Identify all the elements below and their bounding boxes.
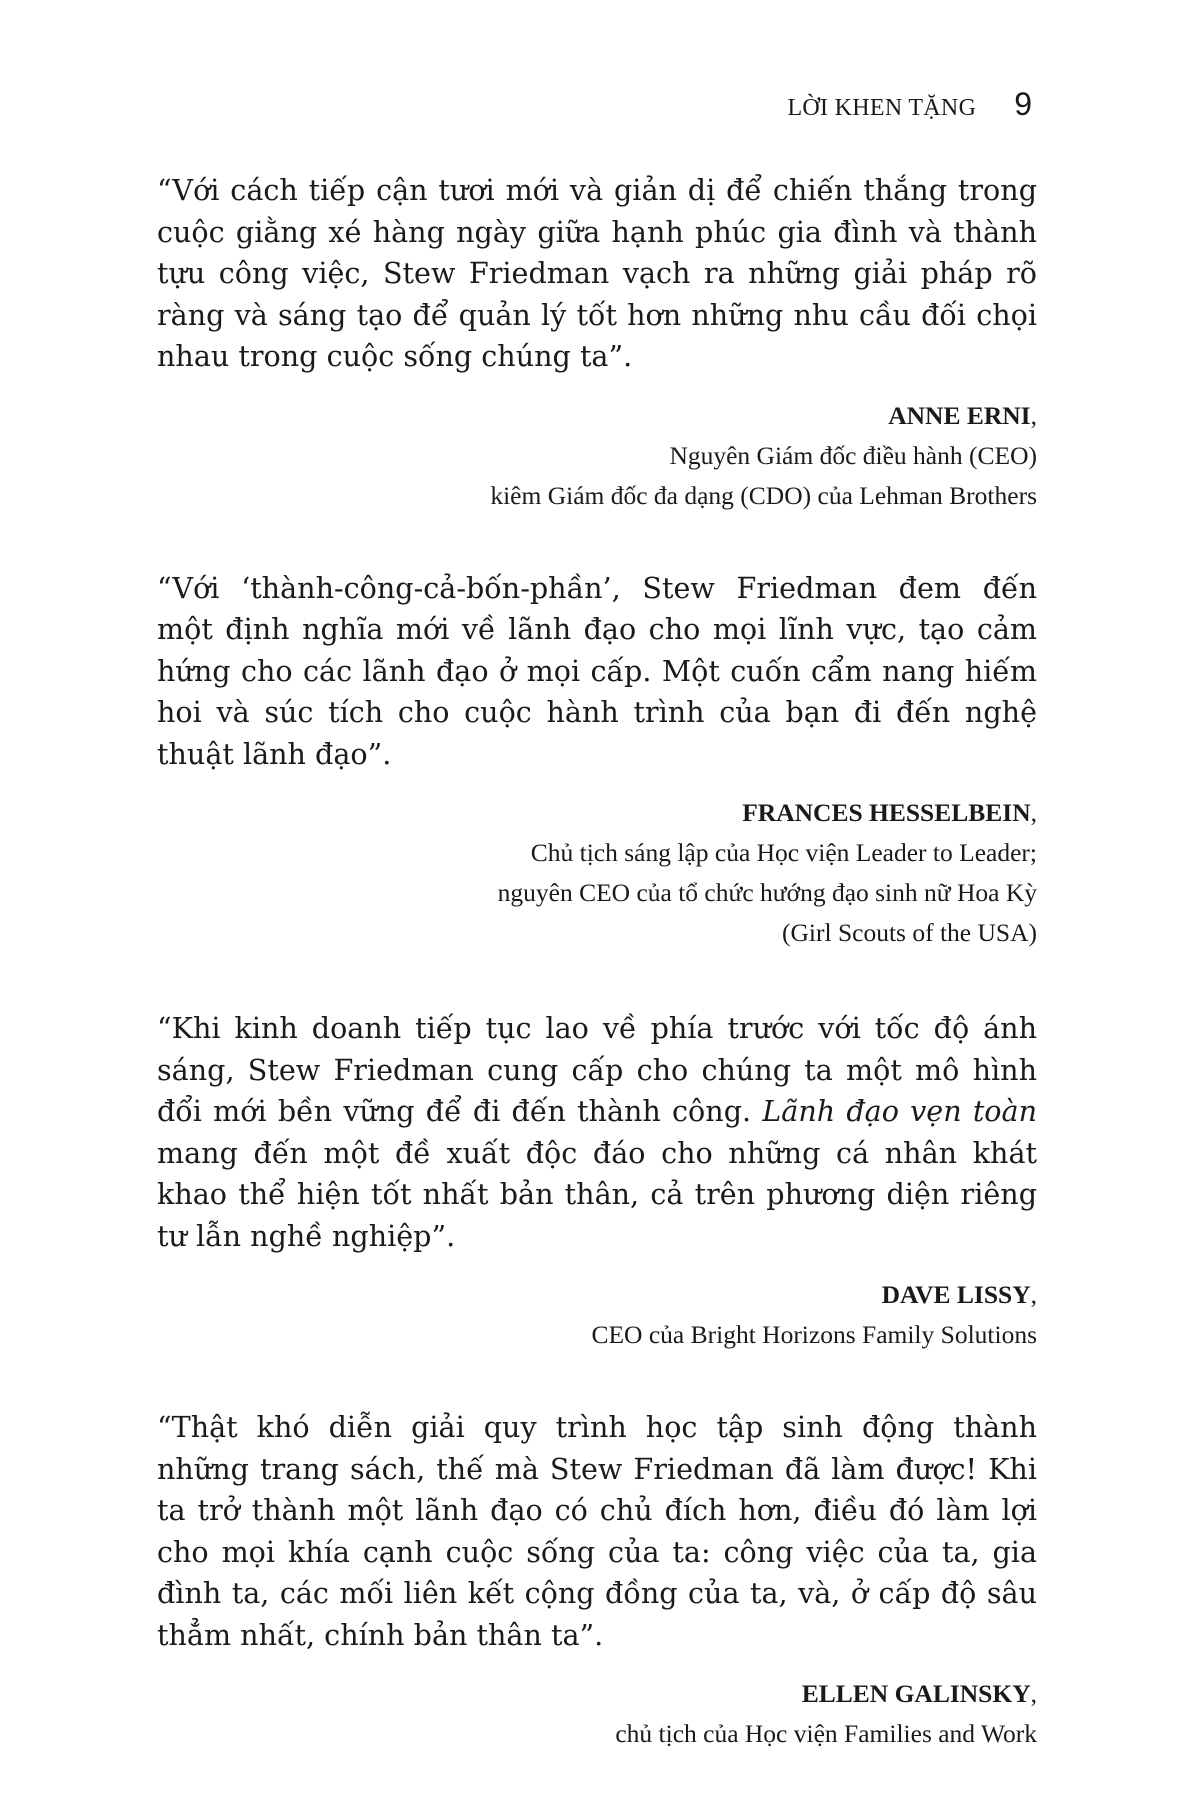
testimonial-quote: “Thật khó diễn giải quy trình học tập sinh động thành những trang sách, thế mà Stew Friedman đã làm được! Khi ta trở thành một lãnh đạo có chủ đích hơn, điều đó làm lợi cho mọi khía cạnh cuộc sống của ta: công việc của ta, gia đình ta, các mối liên kết cộng đồng của ta, và, ở cấp độ sâu thẳm nhất, chính bản thân ta”. [157,1410,1037,1652]
name-comma: , [1030,400,1037,430]
page-header [787,86,1032,123]
author-name: ELLEN GALINSKY [801,1679,1031,1708]
testimonial-attribution [157,793,1037,953]
author-title-line: CEO của Bright Horizons Family Solutions [591,1320,1037,1349]
testimonial-dave-lissy [157,1008,1037,1355]
author-title-line: (Girl Scouts of the USA) [782,918,1037,947]
testimonial-attribution [157,1674,1037,1754]
author-name: DAVE LISSY [881,1280,1031,1309]
quote-part: “Khi kinh doanh tiếp tục lao về phía trước với tốc độ ánh sáng, Stew Friedman cung cấp cho chúng ta một mô hình đổi mới bền vững để đi đến thành công. [157,1011,1037,1128]
testimonial-quote: “Với ‘thành-công-cả-bốn-phần’, Stew Friedman đem đến một định nghĩa mới về lãnh đạo cho mọi lĩnh vực, tạo cảm hứng cho các lãnh đạo ở mọi cấp. Một cuốn cẩm nang hiếm hoi và súc tích cho cuộc hành trình của bạn đi đến nghệ thuật lãnh đạo”. [157,570,1037,771]
author-name: ANNE ERNI [888,400,1031,430]
quote-part: mang đến một đề xuất độc đáo cho những cá nhân khát khao thể hiện tốt nhất bản thân, cả trên phương diện riêng tư lẫn nghề nghiệp”. [157,1135,1037,1253]
author-title-line: chủ tịch của Học viện Families and Work [615,1719,1037,1748]
running-title: LỜI KHEN TẶNG [787,95,977,121]
testimonial-ellen-galinsky [157,1407,1037,1754]
testimonial-quote: “Với cách tiếp cận tươi mới và giản dị để chiến thắng trong cuộc giằng xé hàng ngày giữa hạnh phúc gia đình và thành tựu công việc, Stew Friedman vạch ra những giải pháp rõ ràng và sáng tạo để quản lý tốt hơn những nhu cầu đối chọi nhau trong cuộc sống chúng ta”. [157,173,1037,373]
author-title-line: Chủ tịch sáng lập của Học viện Leader to Leader; [530,838,1037,867]
author-title-line: Nguyên Giám đốc điều hành (CEO) [669,440,1037,470]
testimonial-quote [157,1008,1037,1257]
testimonial-frances-hesselbein [157,568,1037,954]
name-comma: , [1030,1679,1037,1708]
testimonial-attribution [157,396,1037,516]
testimonials-list [157,170,1037,1806]
testimonial-anne-erni [157,170,1037,516]
page-number: 9 [1014,86,1032,122]
author-title-line: kiêm Giám đốc đa dạng (CDO) của Lehman Brothers [490,480,1037,510]
author-name: FRANCES HESSELBEIN [742,798,1031,827]
author-title-line: nguyên CEO của tổ chức hướng đạo sinh nữ Hoa Kỳ [497,878,1037,907]
name-comma: , [1030,798,1037,827]
book-title: Lãnh đạo vẹn toàn [762,1094,1037,1128]
testimonial-attribution [157,1275,1037,1355]
name-comma: , [1030,1280,1037,1309]
